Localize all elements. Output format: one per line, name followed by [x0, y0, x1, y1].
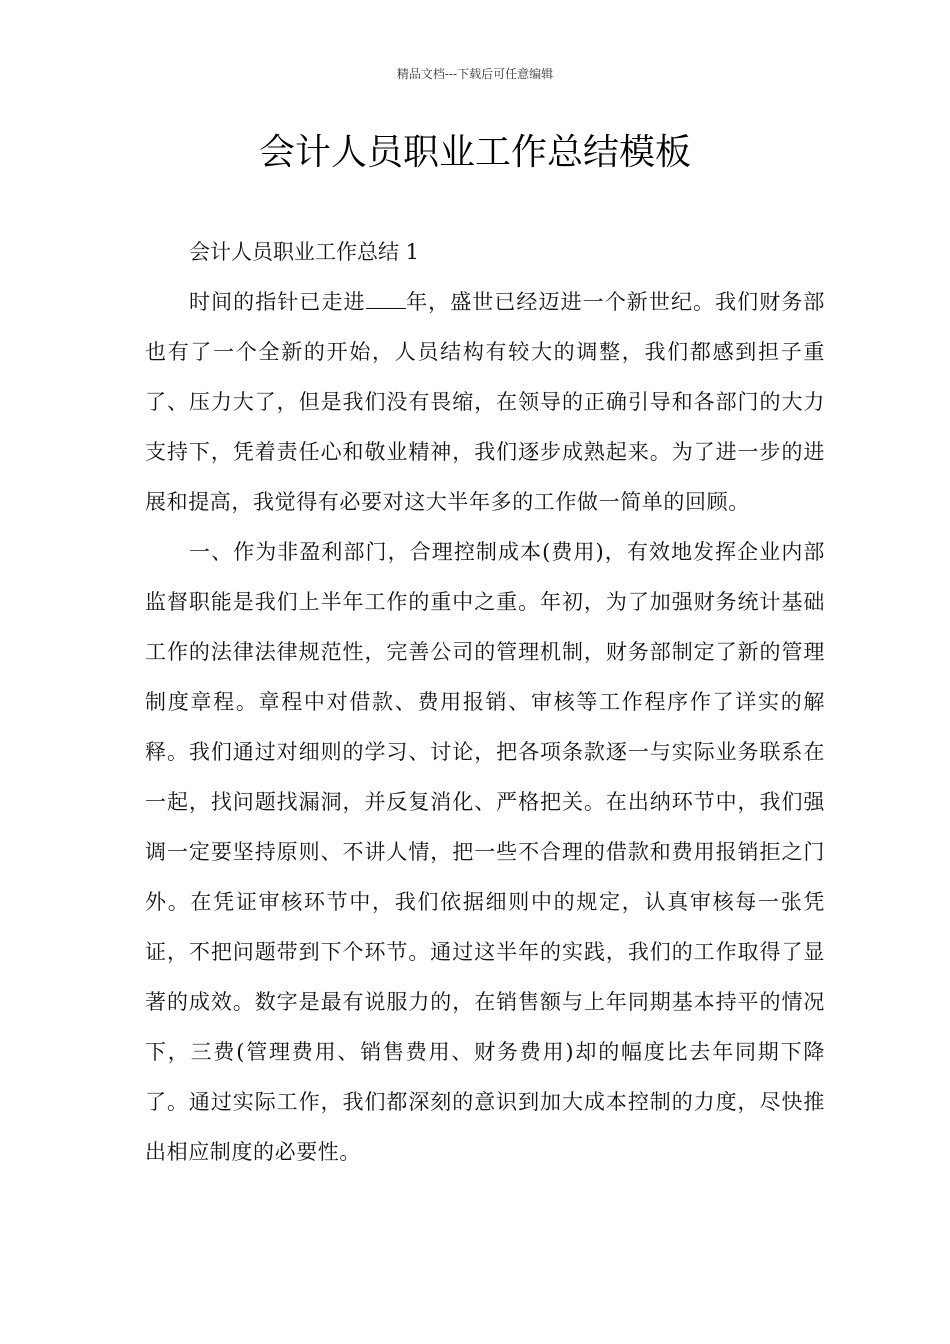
paragraph-intro: [145, 277, 825, 527]
document-title: 会计人员职业工作总结模板: [258, 132, 691, 173]
paragraph-intro-rest: 年，盛世已经迈进一个新世纪。我们财务部也有了一个全新的开始，人员结构有较大的调整，我们都感到担子重了、压力大了，但是我们没有畏缩，在领导的正确引导和各部门的大力支持下，凭着责任心和敬业精神，我们逐步成熟起来。为了进一步的进展和提高，我觉得有必要对这大半年多的工作做一简单的回顾。: [145, 290, 825, 514]
paragraph-intro-start: 时间的指针已走进: [189, 290, 366, 314]
blank-underline: [366, 288, 406, 309]
section-heading: 会计人员职业工作总结 1: [189, 240, 420, 264]
document-body: [145, 227, 825, 1177]
header-note: 精品文档---下载后可任意编辑: [396, 67, 554, 81]
paragraph-cost-control: 一、作为非盈利部门，合理控制成本(费用)，有效地发挥企业内部监督职能是我们上半年工作的重中之重。年初，为了加强财务统计基础工作的法律法律规范性，完善公司的管理机制，财务部制定了新的管理制度章程。章程中对借款、费用报销、审核等工作程序作了详实的解释。我们通过对细则的学习、讨论，把各项条款逐一与实际业务联系在一起，找问题找漏洞，并反复消化、严格把关。在出纳环节中，我们强调一定要坚持原则、不讲人情，把一些不合理的借款和费用报销拒之门外。在凭证审核环节中，我们依据细则中的规定，认真审核每一张凭证，不把问题带到下个环节。通过这半年的实践，我们的工作取得了显著的成效。数字是最有说服力的，在销售额与上年同期基本持平的情况下，三费(管理费用、销售费用、财务费用)却的幅度比去年同期下降了。通过实际工作，我们都深刻的意识到加大成本控制的力度，尽快推出相应制度的必要性。: [145, 540, 825, 1164]
